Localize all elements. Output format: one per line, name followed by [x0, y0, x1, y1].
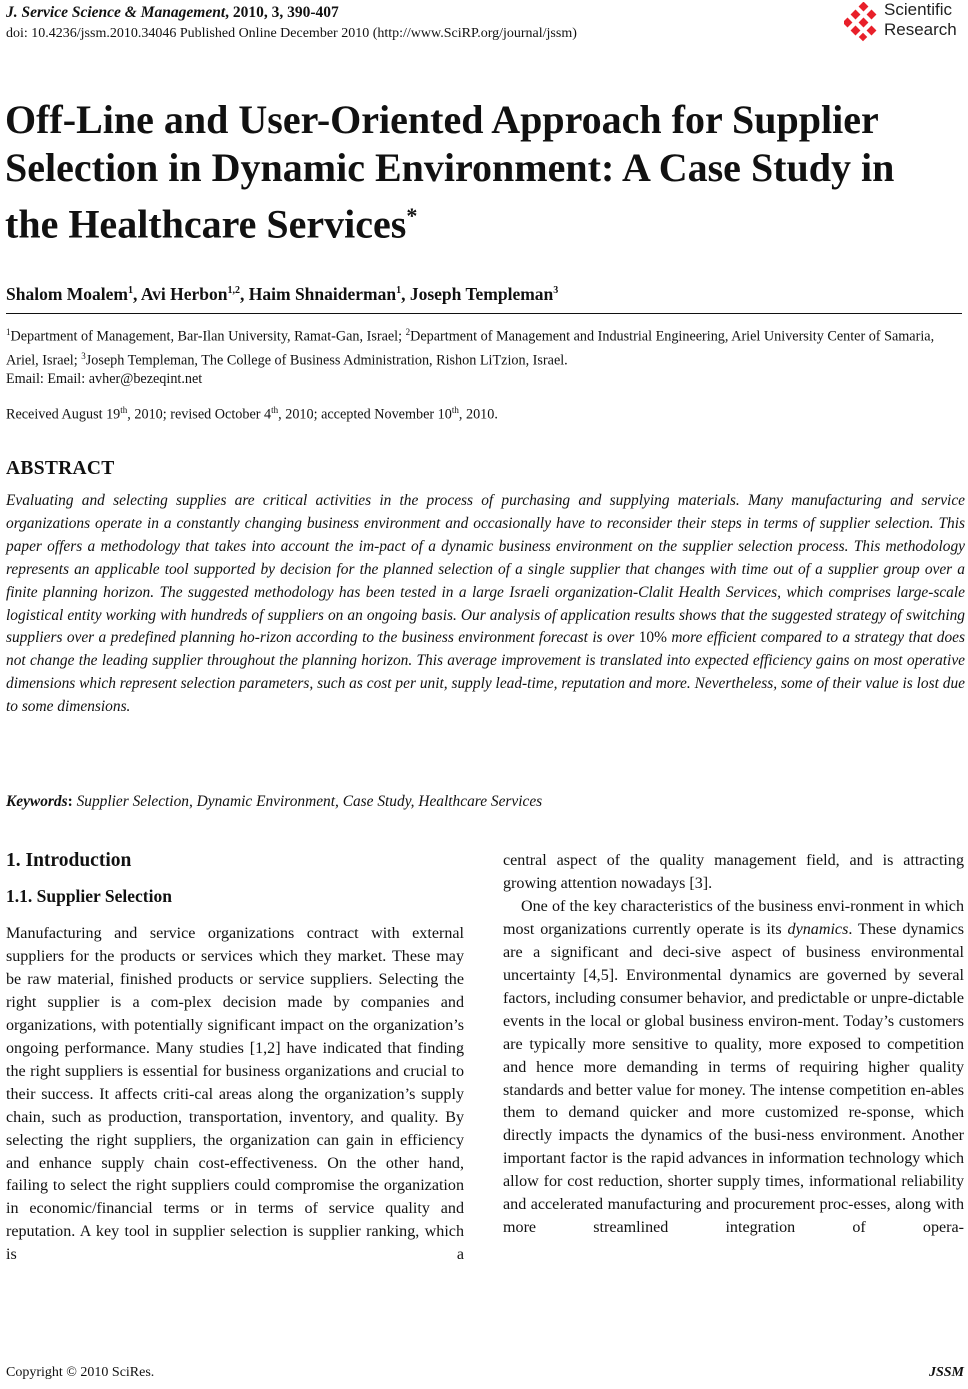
author-sep: ,	[401, 284, 410, 304]
author-divider	[6, 313, 962, 314]
emphasis-text: dynamics	[787, 920, 849, 938]
body-paragraph	[503, 896, 964, 1240]
ordinal-sup: th	[451, 405, 459, 415]
logo-line-1: Scientific	[884, 0, 953, 19]
affil-sup: 3	[81, 350, 86, 361]
journal-details: , 2010, 3, 390-407	[225, 4, 339, 21]
author-affil-sup: 1,2	[227, 285, 241, 297]
author-affil-sup: 1	[128, 285, 134, 297]
logo-line-2: Research	[884, 20, 957, 39]
body-paragraph: central aspect of the quality management field, and is attracting growing attention nowadays [3].	[503, 852, 964, 892]
affil-sup: 1	[6, 327, 11, 337]
affil-text: Department of Management and Industrial Engineering, Ariel University Center of Samaria, Ariel, Israel;	[6, 328, 935, 369]
keywords	[6, 793, 542, 811]
received-part: , 2010; accepted November 10	[278, 406, 452, 423]
keywords-label: Keywords	[6, 793, 68, 810]
ordinal-sup: th	[120, 405, 128, 415]
received-part: , 2010.	[458, 406, 498, 423]
paper-title	[5, 96, 945, 248]
subsection-heading: 1.1. Supplier Selection	[6, 886, 172, 906]
affil-text: Joseph Templeman, The College of Business Administration, Rishon LiTzion, Israel.	[85, 352, 568, 369]
publisher-logo-text	[884, 0, 957, 40]
abstract-text: Evaluating and selecting supplies are critical activities in the process of purchasing and supplying materials. Many manufacturing and service organizations operate in a constantly changing business environment and occasionally have to reconsider their steps in terms of supplier selection. This paper offers a methodology that takes into account the im-pact of a dynamic business environment on the supplier selection process. This methodology represents an applicable tool supported by decision for the planned selection of a single supplier that changes with time out of a supplier group over a finite planning horizon. The suggested methodology has been tested in a large Israeli organization-Clalit Health Services, which comprises large-scale logistical entity working with hundreds of suppliers on an ongoing basis. Our analysis of application results shows that the suggested strategy of switching suppliers over a predefined planning ho-rizon according to the business environment forecast is over	[6, 492, 965, 647]
affil-sup: 2	[405, 327, 411, 337]
author-affil-sup: 3	[553, 285, 559, 297]
author-affil-sup: 1	[396, 285, 402, 297]
author-name: Avi Herbon	[140, 284, 228, 304]
received-part: Received August 19	[6, 406, 121, 423]
email-line: Email: Email: avher@bezeqint.net	[6, 371, 203, 388]
author-name: Shalom Moalem	[6, 284, 129, 304]
paragraph-text: One of the key characteristics of the business envi-ronment in which most organizations currently operate is its	[503, 897, 964, 938]
abstract-heading: ABSTRACT	[6, 458, 115, 479]
author-name: Haim Shnaiderman	[248, 284, 397, 304]
author-sep: ,	[133, 284, 141, 304]
author-sep: ,	[240, 284, 249, 304]
keywords-text: Supplier Selection, Dynamic Environment, Case Study, Healthcare Services	[76, 793, 543, 810]
journal-name: J. Service Science & Management	[6, 4, 226, 21]
received-dates	[6, 405, 498, 424]
abstract-body	[6, 490, 965, 719]
title-text: Off-Line and User-Oriented Approach for Supplier Selection in Dynamic Environment: A Case Study in the Healthcare Services	[5, 97, 895, 247]
abstract-text: more efficient compared to a strategy that does not change the leading supplier throughout the planning horizon. This average improvement is translated into expected efficiency gains on most operative dimensions which represent selection parameters, such as cost per unit, supply lead-time, reputation and more. Nevertheless, some of their value is lost due to some dimensions.	[6, 629, 965, 716]
journal-abbr-footer: JSSM	[928, 1365, 964, 1380]
affiliations	[6, 323, 964, 389]
author-list	[6, 284, 558, 305]
paragraph-text: . These dynamics are a significant and deci-sive aspect of business environmental uncertainty [4,5]. Environmental dynamics are governed by several factors, including consumer behavior, and predictable or unpre-dictable events in the local or global business environ-ment. Today’s customers are typically more sensitive to quality, more exposed to competition and hence more demanding in terms of requiring higher quality standards and better value for money. The intense competition en-ables them to demand quicker and more customized re-sponse, which directly impacts the dynamics of the busi-ness environment. Another important factor is the rapid advances in information technology which allow for cost reduction, shorter supply times, informational reliability and accelerated manufacturing and procurement proc-esses, along with more streamlined integration of opera-	[503, 920, 964, 1237]
journal-header	[6, 4, 339, 22]
title-marker: *	[406, 203, 418, 228]
abstract-percent: 10%	[638, 629, 667, 647]
keywords-colon: :	[67, 793, 77, 810]
copyright-footer: Copyright © 2010 SciRes.	[6, 1365, 155, 1380]
author-name: Joseph Templeman	[409, 284, 554, 304]
ordinal-sup: th	[271, 405, 279, 415]
section-heading: 1. Introduction	[6, 850, 132, 871]
body-paragraph: Manufacturing and service organizations contract with external suppliers for the products or services which they market. These may be raw material, finished products or service suppliers. Selecting the right supplier is a com-plex decision made by companies and organizations, with potentially significant impact on the organization’s ongoing performance. Many studies [1,2] have indicated that finding the right suppliers is essential for business organizations and crucial to their success. It affects criti-cal areas along the organization’s supply chain, such as production, transportation, inventory, and quality. By selecting the right suppliers, the organization can gain in efficiency and enhance supply chain cost-effectiveness. On the other hand, failing to select the right suppliers could compromise the organization in economic/financial terms or in terms of service quality and reputation. A key tool in supplier selection is supplier ranking, which is a	[6, 925, 464, 1264]
doi-line: doi: 10.4236/jssm.2010.34046 Published Online December 2010 (http://www.SciRP.org/journal/jssm)	[6, 26, 577, 41]
right-column	[503, 850, 964, 1240]
left-column	[6, 923, 464, 1267]
publisher-logo-mark-icon	[844, 2, 882, 42]
received-part: , 2010; revised October 4	[127, 406, 272, 423]
publisher-logo	[844, 0, 966, 46]
affil-text: Department of Management, Bar-Ilan University, Ramat-Gan, Israel;	[10, 328, 406, 345]
